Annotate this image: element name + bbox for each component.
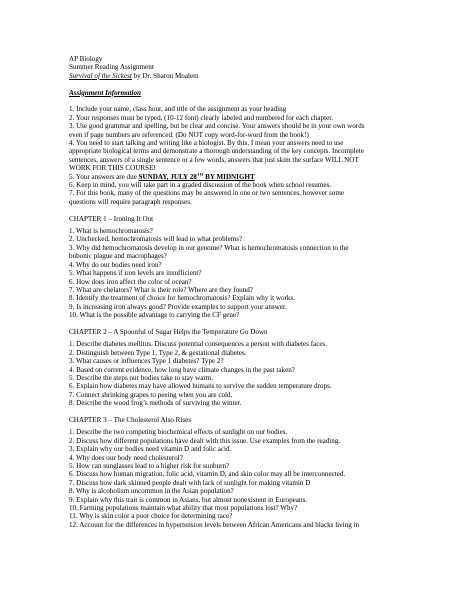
chapter-1 xyxy=(69,215,434,320)
chapter-title: CHAPTER 3 – The Cholesterol Also Rises xyxy=(69,415,192,424)
chapter-title: CHAPTER 1 – Ironing It Out xyxy=(69,214,154,223)
info-line: 1. Include your name, class hour, and title of the assignment as your heading xyxy=(69,105,287,114)
info-line: even if page numbers are referenced. (Do NOT copy word-for-word from the book!) xyxy=(69,130,309,139)
info-line: WORK FOR THIS COURSE! xyxy=(69,164,156,173)
question: 6. Explain how diabetes may have allowed humans to survive the sudden temperature drops. xyxy=(69,382,332,391)
question: 11. Why is skin color a poor choice for determining race? xyxy=(69,512,233,521)
info-line: appropriate biological terms and demonstrate a thorough understanding of the key concepts. Incomplete xyxy=(69,147,364,156)
chapter-3 xyxy=(69,416,434,529)
question: 3. Explain why our bodies need vitamin D and folic acid. xyxy=(69,445,232,454)
question: 5. How can sunglasses lead to a higher risk for sunburn? xyxy=(69,462,230,471)
due-date: SUNDAY, JULY 28TH BY MIDNIGHT xyxy=(138,172,255,181)
question: bubonic plague and macrophages? xyxy=(69,252,167,261)
info-line: 6. Keep in mind, you will take part in a graded discussion of the book when school resumes. xyxy=(69,181,332,190)
question: 5. What happens if iron levels are insufficient? xyxy=(69,269,202,278)
question: 6. How does iron affect the color of ocean? xyxy=(69,277,192,286)
question: 10. What is the possible advantage to carrying the CF gene? xyxy=(69,311,240,320)
question: 4. Why do our bodies need iron? xyxy=(69,260,162,269)
question: 7. Connect shrinking grapes to peeing when you are cold. xyxy=(69,390,233,399)
info-line: sentences, answers of a single sentence or a few words, answers that just skim the surface WILL NOT xyxy=(69,155,359,164)
question: 6. Discuss how human migration, folic acid, vitamin D, and skin color may all be interconnected. xyxy=(69,470,346,479)
book-author: by Dr. Sharon Moalem xyxy=(131,71,199,80)
course-name: AP Biology xyxy=(69,55,103,63)
question: 3. What causes or influences Type 1 diabetes? Type 2? xyxy=(69,357,224,366)
due-date-line: 5. Your answers are due SUNDAY, JULY 28TH BY MIDNIGHT xyxy=(69,172,255,181)
question: 7. Discuss how dark skinned people dealt with lack of sunlight for making vitamin D xyxy=(69,478,311,487)
chapter-title: CHAPTER 2 – A Spoonful of Sugar Helps the Temperature Go Down xyxy=(69,327,268,336)
question: 8. Identify the treatment of choice for hemochromatosis? Explain why it works. xyxy=(69,294,295,303)
question: 2. Distinguish between Type 1, Type 2, & gestational diabetes. xyxy=(69,348,247,357)
book-title: Survival of the Sickest xyxy=(69,71,132,80)
question: 7. What are chelators? What is their role? Where are they found? xyxy=(69,285,253,294)
question: 4. Based on current evidence, how long have climate changes in the past taken? xyxy=(69,365,295,374)
question: 4. Why does our body need cholesterol? xyxy=(69,453,183,462)
info-line: 2. Your responses must be typed, (10-12 font) clearly labeled and numbered for each chapter. xyxy=(69,113,333,122)
assignment-title: Summer Reading Assignment xyxy=(69,63,154,72)
chapter-2 xyxy=(69,328,434,408)
question: 8. Describe the wood frog’s methods of surviving the winter. xyxy=(69,399,242,408)
question: 1. Describe diabetes mellitus. Discuss potential consequences a person with diabetes faces. xyxy=(69,340,328,349)
info-heading: Assignment Information xyxy=(69,88,141,97)
question: 3. Why did hemochromatosis develop in our genome? What is hemochromatosis connection to the xyxy=(69,243,349,252)
info-line: 3. Use good grammar and spelling, but be clear and concise. Your answers should be in your own words xyxy=(69,122,365,131)
question: 8. Why is alcoholism uncommon in the Asian population? xyxy=(69,487,234,496)
info-list xyxy=(69,105,434,206)
question: 9. Is increasing iron always good? Provide examples to support your answer. xyxy=(69,302,287,311)
question: 10. Farming populations maintain what ability that most populations lost? Why? xyxy=(69,504,298,513)
question: 1. What is hemochromatosis? xyxy=(69,227,153,236)
book-reference xyxy=(69,72,434,80)
question: 9. Explain why this trait is common in Asians, but almost nonexistent in Europeans. xyxy=(69,495,308,504)
info-line: questions will require paragraph responses. xyxy=(69,197,192,206)
question: 1. Describe the two competing biochemical effects of sunlight on our bodies. xyxy=(69,428,288,437)
info-line: 4. You need to start talking and writing like a biologist. By this, I mean your answers need to use xyxy=(69,139,344,148)
question: 12. Account for the differences in hypertension levels between African Americans and blacks living in xyxy=(69,520,360,529)
question: 5. Describe the steps our bodies take to stay warm. xyxy=(69,373,214,382)
question: 2. Unchecked, hemochromatosis will lead to what problems? xyxy=(69,235,243,244)
question: 2. Discuss how different populations have dealt with this issue. Use examples from the reading. xyxy=(69,436,341,445)
info-line: 7. For this book, many of the questions may be answered in one or two sentences, however some xyxy=(69,189,345,198)
